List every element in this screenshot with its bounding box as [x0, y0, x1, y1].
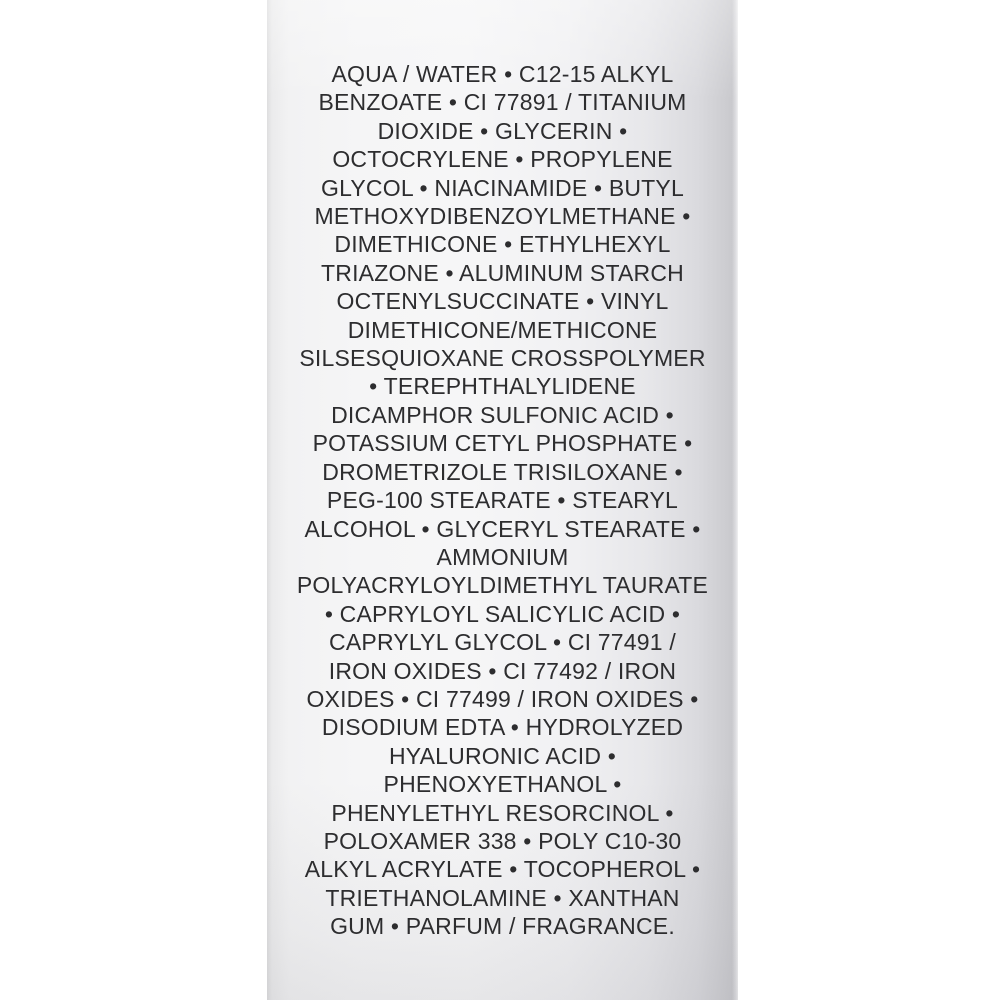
- ingredients-line: METHOXYDIBENZOYLMETHANE •: [314, 203, 691, 230]
- ingredients-line: AMMONIUM: [436, 543, 569, 570]
- ingredients-line: DIMETHICONE/METHICONE: [347, 316, 658, 343]
- ingredients-line: HYALURONIC ACID •: [388, 742, 616, 769]
- ingredients-line: OCTOCRYLENE • PROPYLENE: [332, 146, 673, 173]
- ingredients-line: DIOXIDE • GLYCERIN •: [377, 117, 628, 144]
- ingredients-list: [267, 60, 738, 941]
- ingredients-line: SILSESQUIOXANE CROSSPOLYMER: [299, 345, 706, 372]
- ingredients-line: TRIETHANOLAMINE • XANTHAN: [325, 884, 680, 911]
- ingredients-line: GLYCOL • NIACINAMIDE • BUTYL: [321, 174, 684, 201]
- ingredients-line: DISODIUM EDTA • HYDROLYZED: [321, 714, 684, 741]
- ingredients-line: PEG-100 STEARATE • STEARYL: [326, 487, 679, 514]
- ingredients-line: AQUA / WATER • C12-15 ALKYL: [331, 61, 674, 87]
- ingredients-line: DIMETHICONE • ETHYLHEXYL: [334, 231, 671, 258]
- ingredients-line: • TEREPHTHALYLIDENE: [369, 373, 636, 400]
- ingredients-line: ALKYL ACRYLATE • TOCOPHEROL •: [304, 856, 701, 883]
- ingredients-line: • CAPRYLOYL SALICYLIC ACID •: [324, 600, 681, 627]
- ingredients-line: DROMETRIZOLE TRISILOXANE •: [322, 458, 683, 485]
- ingredients-line: PHENYLETHYL RESORCINOL •: [331, 799, 674, 826]
- ingredients-line: OCTENYLSUCCINATE • VINYL: [336, 288, 669, 315]
- ingredients-line: POLYACRYLOYLDIMETHYL TAURATE: [296, 572, 709, 599]
- ingredients-line: CAPRYLYL GLYCOL • CI 77491 /: [329, 629, 676, 656]
- ingredients-line: GUM • PARFUM / FRAGRANCE.: [330, 913, 675, 940]
- ingredients-line: OXIDES • CI 77499 / IRON OXIDES •: [306, 685, 699, 712]
- ingredients-line: BENZOATE • CI 77891 / TITANIUM: [318, 89, 687, 116]
- ingredients-line: POLOXAMER 338 • POLY C10-30: [323, 827, 682, 854]
- bottle-front: [267, 0, 738, 1000]
- ingredients-line: ALCOHOL • GLYCERYL STEARATE •: [304, 515, 701, 542]
- ingredients-line: PHENOXYETHANOL •: [383, 771, 622, 798]
- ingredients-line: IRON OXIDES • CI 77492 / IRON: [328, 657, 677, 684]
- ingredients-line: POTASSIUM CETYL PHOSPHATE •: [312, 430, 693, 457]
- ingredients-line: DICAMPHOR SULFONIC ACID •: [331, 401, 674, 428]
- ingredients-line: TRIAZONE • ALUMINUM STARCH: [321, 259, 684, 286]
